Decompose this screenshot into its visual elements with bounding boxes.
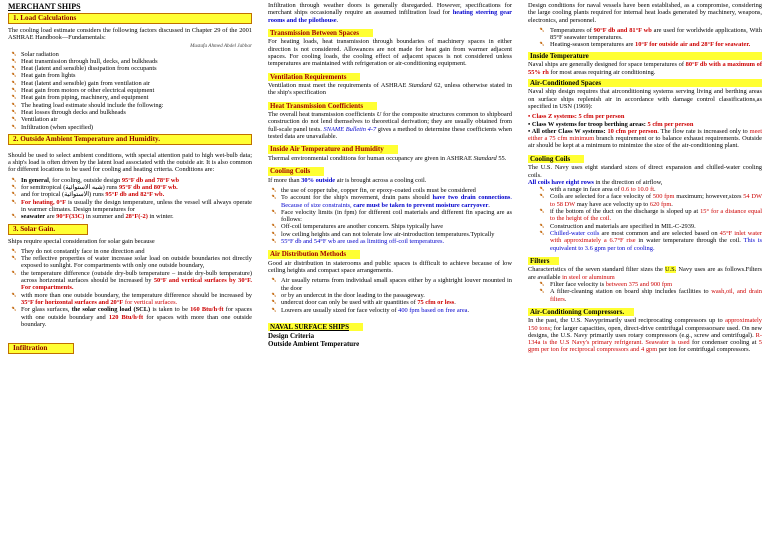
author-signature: Mustafa Ahmed Abdel Jabbar xyxy=(190,42,252,49)
cond-text: is usually the design temperature, unless the vessel will always operate in warmer climates. Design temperatures for xyxy=(21,198,252,213)
list-item xyxy=(268,238,512,245)
highlight-text: 80°F db with a maximum of 55% rh xyxy=(528,61,762,76)
bullet-icon: ➷ xyxy=(11,101,17,109)
list-item-text: Heat transmission through hull, decks, and bulkheads xyxy=(21,57,158,65)
paragraph-text: • All other Class W systems: xyxy=(528,127,608,135)
class-w-other-paragraph xyxy=(528,128,762,150)
cooling-coils-paragraph xyxy=(268,177,512,184)
paragraph-text: In the past, the U.S. Navyprimarily used reciprocating compressors up to xyxy=(528,317,726,325)
class-w-troop-line xyxy=(528,121,762,128)
list-item xyxy=(8,306,252,328)
list-item-text: may have ace velocity up to xyxy=(575,200,650,208)
naval-coils-list xyxy=(528,186,762,252)
highlight-text: 5 gpm per ton for reciprocal compressors and 4 gpm xyxy=(528,339,762,354)
paragraph-text: ; for larger capacities, open, direct-drive centrifugal compressorsare used. On new designs, the U.S. Navy primarily uses rotary compressors (e.g., screw and centrifugal). xyxy=(528,324,762,339)
bullet-icon: ➷ xyxy=(539,288,545,296)
column-right xyxy=(528,2,762,542)
air-distribution-list xyxy=(268,277,512,313)
cond-arabic: شبه الاستوائية xyxy=(65,184,103,192)
list-item xyxy=(528,208,762,223)
highlight-text: Chilled-water coils xyxy=(550,229,600,237)
heading-transmission-between-spaces: Transmission Between Spaces xyxy=(268,29,373,38)
highlight-text: U.S. xyxy=(664,266,677,274)
paragraph-text: 55. xyxy=(496,154,507,162)
list-item xyxy=(8,177,252,184)
list-item xyxy=(268,209,512,224)
list-item-text: are used for worldwide applications, With 85°F seawater temperatures. xyxy=(550,26,762,42)
filters-paragraph xyxy=(528,266,762,281)
list-item xyxy=(268,299,512,306)
paragraph-text: Design conditions for naval vessels have been established, as a compromise, considering the large cooling plants required for internal heat loads generated by machinery, weapons, electronics, and personnel. xyxy=(528,2,762,24)
ventilation-paragraph xyxy=(268,82,512,97)
ambient-paragraph xyxy=(8,152,252,174)
list-item xyxy=(8,94,252,101)
list-item xyxy=(8,199,252,214)
load-factors-list xyxy=(8,51,252,131)
list-item xyxy=(8,80,252,87)
cond-text: in winter. xyxy=(147,213,174,221)
infiltration-paragraph xyxy=(268,2,512,24)
bullet-icon: ➷ xyxy=(539,193,545,201)
paragraph-text: For heating loads, heat transmission through boundaries of machinery spaces in either direction is not considered. Allowances are not made for heat gain from warmer adjacent spaces. For cooling loads, the cooling effect of adjacent spaces is not considered unless temperatures are maintained with refrigeration or air-conditioning equipment. xyxy=(268,38,512,68)
list-item-text: 55°F db and 54°F wb are used as limiting off-coil temperatures. xyxy=(281,238,445,246)
section-heading-solar-gain: 3. Solar Gain. xyxy=(8,224,88,235)
bullet-icon: ➷ xyxy=(11,116,17,124)
cond-value: 95°F db and 80°F wb. xyxy=(118,184,178,192)
paragraph-text: Infiltration through weather doors is generally disregarded. However, specifications for merchant ships occasionally require an assumed infiltration load for xyxy=(268,2,512,17)
highlight-text: wash,oil, and drain filters xyxy=(550,288,762,303)
highlight-text: All coils have eight rows xyxy=(528,178,594,186)
list-item xyxy=(528,230,762,252)
paragraph-text: Standard xyxy=(473,154,497,162)
heading-air-distribution: Air Distribution Methods xyxy=(268,250,360,259)
naval-coils-paragraph xyxy=(528,164,762,179)
list-item-text: Air usually returns from individual small spaces either by a sightright louver mounted in the door xyxy=(281,277,512,292)
list-item-text: Filter face velocity is xyxy=(550,280,606,288)
list-item-text: Heat losses through decks and bulkheads xyxy=(21,108,126,116)
naval-temperatures-list xyxy=(528,27,762,49)
highlight-text: meet either a 75 cfm minimum xyxy=(528,127,762,143)
list-item xyxy=(8,87,252,94)
list-item-text: is taken to be xyxy=(150,306,191,314)
list-item xyxy=(528,27,762,42)
highlight-text: in steel or aluminum xyxy=(562,273,615,281)
cond-text: seawater xyxy=(21,213,46,221)
compressors-paragraph xyxy=(528,317,762,353)
list-item xyxy=(528,186,762,193)
cond-value: For heating, 0°F xyxy=(21,198,67,206)
list-item-text: Temperatures of xyxy=(550,26,594,34)
cooling-coils-list xyxy=(268,187,512,245)
bullet-icon: ➷ xyxy=(11,50,17,58)
bullet-icon: ➷ xyxy=(539,26,545,34)
highlight-text: 10°F for outside air and 28°F for seawater. xyxy=(635,41,751,49)
paragraph-text: . xyxy=(336,16,339,24)
list-item xyxy=(268,223,512,230)
bullet-icon: ➷ xyxy=(11,213,17,221)
bullet-icon: ➷ xyxy=(271,223,277,231)
conditions-list xyxy=(8,177,252,221)
bullet-icon: ➷ xyxy=(11,65,17,73)
bullet-icon: ➷ xyxy=(271,277,277,285)
list-item-text: . xyxy=(454,299,456,307)
solar-value: 160 Btu/h·ft xyxy=(190,306,224,314)
bullet-icon: ➷ xyxy=(271,292,277,300)
list-item-text: with more than one outside boundary, the temperature difference should be increased by xyxy=(21,291,252,299)
paragraph-text: Standard xyxy=(408,82,432,90)
ambient-text: Should be used to select ambient conditions, with special attention paid to high wet-bulb data; a ship's load is often driven by the latent load associated with the outside air. It is also common for different locations to be used for cooling and heating criteria. Conditions are: xyxy=(8,151,252,174)
cond-arabic: الاستوائية xyxy=(64,191,90,199)
heading-cooling-coils: Cooling Coils xyxy=(268,167,324,176)
cond-text: , for cooling, outside design xyxy=(48,176,122,184)
cond-text: ) runs xyxy=(102,184,119,192)
paragraph-text: for most areas requiring air conditioning. xyxy=(548,68,656,76)
heading-ventilation-requirements: Ventilation Requirements xyxy=(268,73,360,82)
paragraph-text: for the composite structures common to shipboard construction do not lend themselves to theoretical derivation; they are usually obtained from full-scale panel tests. xyxy=(268,111,512,133)
bullet-icon: ➷ xyxy=(539,186,545,194)
bullet-icon: ➷ xyxy=(11,72,17,80)
list-item-text: The reflective properties of water increase solar load on outside boundaries not directly exposed to sunlight. For compartments with only one outside boundary, xyxy=(21,255,252,270)
bullet-icon: ➷ xyxy=(11,306,17,314)
highlight-text: 75 cfm or less xyxy=(417,299,455,307)
highlight-text: This is equivalent to 3.6 gpm per ton of cooling. xyxy=(550,237,762,252)
heading-naval-surface-ships: NAVAL SURFACE SHIPS xyxy=(268,323,363,332)
highlight-text: care must be taken to prevent moisture carryover xyxy=(353,201,489,209)
solar-value: 35°F for horizontal surfaces and 20°F xyxy=(21,298,124,306)
paragraph-text: Thermal environmental conditions for human occupancy are given in ASHRAE xyxy=(268,154,474,162)
list-item-text: Heating-season temperatures are xyxy=(550,41,635,49)
list-item-text: . xyxy=(654,186,656,194)
bullet-icon: ➷ xyxy=(11,108,17,116)
paragraph-text: . The flow rate is increased only to xyxy=(657,127,750,135)
paragraph-text: per ton for centrifugal compressors. xyxy=(657,346,751,354)
bullet-icon: ➷ xyxy=(539,222,545,230)
filters-list xyxy=(528,281,762,303)
paragraph-text: Ventilation must meet the requirements of ASHRAE xyxy=(268,82,409,90)
section-heading-ambient: 2. Outside Ambient Temperature and Humidity. xyxy=(8,134,252,145)
list-item-text: the temperature difference (outside dry-bulb temperature – inside dry-bulb temperature) across horizontal surfaces should be increased by xyxy=(21,269,252,285)
paragraph-text: Good air distribution in staterooms and public spaces is difficult to achieve because of low ceiling heights and compact space arrangements. xyxy=(268,259,512,275)
list-item-text: Construction and materials are specified in MIL-C-2939. xyxy=(550,222,696,230)
highlight-text: 30% outside xyxy=(301,176,336,184)
list-item-text: Heat (latent and sensible) gain from ventilation air xyxy=(21,79,151,87)
paragraph-text: Naval ships are generally designed for space temperatures of xyxy=(528,61,686,69)
solar-value: 120 Btu/h·ft xyxy=(108,313,144,321)
list-item xyxy=(528,41,762,48)
section-heading-infiltration: Infiltration xyxy=(8,343,74,354)
highlight-text: 15° for a distance equal to the height of the coil. xyxy=(550,208,762,223)
paragraph-text: The overall heat transmission coefficients xyxy=(268,111,377,119)
list-item-text: Infiltration (when specified) xyxy=(21,123,94,131)
list-item-text: are most common and are selected based on xyxy=(599,229,720,237)
list-item-text: For glass surfaces, xyxy=(21,306,72,314)
heading-design-criteria: Design Criteria xyxy=(268,332,315,341)
heading-inside-temperature: Inside Temperature xyxy=(528,52,762,61)
list-item-text: low ceiling heights and can not tolerate low air-introduction temperatures.Typically xyxy=(281,230,495,238)
list-item-text: Heat gain from motors or other electrical equipment xyxy=(21,87,155,95)
list-item xyxy=(268,187,512,194)
inside-air-paragraph xyxy=(268,155,512,162)
list-item xyxy=(8,51,252,58)
bullet-icon: ➷ xyxy=(539,280,545,288)
section-heading-load-calculations: 1. Load Calculations xyxy=(8,13,252,24)
class-z-line xyxy=(528,113,762,120)
highlight-text: 5 cfm per person xyxy=(647,120,694,128)
bullet-icon: ➷ xyxy=(11,255,17,263)
list-item-text: or by an undercut in the door leading to the passageway. xyxy=(281,292,425,300)
list-item xyxy=(268,277,512,292)
list-item-text: for vertical surfaces. xyxy=(123,298,178,306)
bullet-icon: ➷ xyxy=(11,176,17,184)
list-item-text: Coils are selected for a face velocity of xyxy=(550,193,653,201)
list-item-text: undercut door can only be used with air quantities of xyxy=(281,299,418,307)
list-item-text: Off-coil temperatures are another concern. Ships typically have xyxy=(281,223,444,231)
paragraph-text: branch requirement or to balance exhaust requirements. Outside air should be kept at a minimum to minimize the size of the air-conditioning plant. xyxy=(528,135,762,150)
cond-value: 95°F db and 78°F wb xyxy=(121,176,180,184)
list-item-text: Heat gain from piping, machinery, and equipment xyxy=(21,94,149,102)
bullet-icon: ➷ xyxy=(271,230,277,238)
solar-list xyxy=(8,248,252,328)
coefficients-paragraph xyxy=(268,111,512,140)
paragraph-text: air is brought across a cooling coil. xyxy=(335,176,427,184)
list-item xyxy=(8,191,252,198)
list-item xyxy=(528,193,762,208)
inside-temperature-paragraph xyxy=(528,61,762,76)
highlight-text: 90°F db and 81°F wb xyxy=(593,26,652,34)
heading-heat-transmission-coefficients: Heat Transmission Coefficients xyxy=(268,102,377,111)
list-item xyxy=(268,292,512,299)
cond-value: 90°F(33C) xyxy=(56,213,85,221)
column-left xyxy=(8,2,252,542)
list-item xyxy=(8,184,252,191)
list-item-text: Face velocity limits (in fpm) for different coil materials and different fin spacing are as follows: xyxy=(281,208,512,224)
bullet-icon: ➷ xyxy=(11,191,17,199)
solar-paragraph xyxy=(8,238,252,245)
list-item xyxy=(8,72,252,79)
intro-paragraph xyxy=(8,27,252,42)
cond-text: for semitropical ( xyxy=(21,184,66,192)
bullet-icon: ➷ xyxy=(271,194,277,202)
list-item-text: maximum; however,sizes xyxy=(674,193,744,201)
heading-outside-ambient-temperature: Outside Ambient Temperature xyxy=(268,340,360,349)
paragraph-text: in the direction of airflow, xyxy=(593,178,663,186)
list-item-text: . xyxy=(671,200,673,208)
bullet-icon: ➷ xyxy=(11,57,17,65)
paragraph-text: • Class W systems for troop berthing areas: xyxy=(528,120,648,128)
bullet-icon: ➷ xyxy=(11,79,17,87)
bullet-icon: ➷ xyxy=(11,198,17,206)
intro-text: The cooling load estimate considers the following factors discussed in Chapter 29 of the 2001 ASHRAE Handbook—Fundamentals: xyxy=(8,27,252,42)
list-item-text: The heating load estimate should include the following: xyxy=(21,101,164,109)
list-item-text: They do not constantly face in one direction and xyxy=(21,247,145,255)
bullet-icon: ➷ xyxy=(11,247,17,255)
list-item-text: . xyxy=(564,295,567,303)
solar-text: Ships require special consideration for solar gain because xyxy=(8,237,155,245)
list-item xyxy=(8,109,252,116)
paragraph-text: If more than xyxy=(268,176,302,184)
list-item xyxy=(8,58,252,65)
list-item-text: for spaces with more than one outside boundary. xyxy=(21,313,252,328)
list-item xyxy=(8,65,252,72)
bullet-icon: ➷ xyxy=(539,229,545,237)
list-item xyxy=(8,292,252,307)
cond-value: 95°F db and 82°F wb. xyxy=(105,191,165,199)
bullet-icon: ➷ xyxy=(271,208,277,216)
list-item xyxy=(268,307,512,314)
list-item xyxy=(8,116,252,123)
cond-value: 28°F(-2) xyxy=(125,213,148,221)
highlight-text: between 375 and 900 fpm xyxy=(605,280,673,288)
list-item-text: . xyxy=(488,201,490,209)
highlight-text: SNAME Bulletin 4-7 xyxy=(323,125,377,133)
list-item-text: Louvers are usually sized for face velocity of xyxy=(281,306,399,314)
bullet-icon: ➷ xyxy=(271,299,277,307)
list-item-text: for spaces with one outside boundary and xyxy=(21,306,252,321)
paragraph-text: Characteristics of the seven standard filter sizes the xyxy=(528,266,665,274)
list-item xyxy=(8,124,252,131)
cond-text: are xyxy=(45,213,57,221)
list-item xyxy=(8,255,252,270)
highlight-text: 500 fpm xyxy=(652,193,675,201)
highlight-text: approximately 150 tons xyxy=(528,317,762,332)
paragraph-text: U xyxy=(376,111,382,119)
paragraph-text: Navy uses are as follows.Filters are available xyxy=(528,266,762,281)
list-item-text: . xyxy=(467,306,470,314)
bullet-icon: ➷ xyxy=(271,186,277,194)
solar-term: the solar cooling load (SCL) xyxy=(71,306,151,314)
heading-naval-cooling-coils: Cooling Coils xyxy=(528,155,584,164)
heading-filters: Filters xyxy=(528,257,559,266)
highlight-text: 620 fpm xyxy=(649,200,672,208)
solar-value: 50°F and vertical surfaces by 30°F. For compartments. xyxy=(21,277,252,292)
highlight-text: 54 DW to 58 DW xyxy=(550,193,762,208)
list-item-text: Solar radiation xyxy=(21,50,59,58)
list-item-text: Ventilation air xyxy=(21,116,58,124)
highlight-text: have two drain connections xyxy=(432,194,511,202)
cond-text: In general xyxy=(21,176,49,184)
heading-inside-air-temperature: Inside Air Temperature and Humidity xyxy=(268,145,398,154)
list-item xyxy=(268,194,512,209)
paragraph-text: for condenser cooling at xyxy=(689,339,759,347)
cond-text: in summer and xyxy=(84,213,126,221)
list-item xyxy=(8,248,252,255)
bullet-icon: ➷ xyxy=(11,94,17,102)
bullet-icon: ➷ xyxy=(11,123,17,131)
air-conditioned-paragraph xyxy=(528,88,762,110)
paragraph-text: gives a method to determine these coefficients when tested data are unavailable. xyxy=(268,125,512,141)
list-item xyxy=(268,231,512,238)
highlight-text: 10 cfm per person xyxy=(607,127,658,135)
bullet-icon: ➷ xyxy=(11,87,17,95)
list-item xyxy=(8,270,252,292)
heading-ac-compressors: Air-Conditioning Compressors. xyxy=(528,308,634,317)
page-title: MERCHANT SHIPS xyxy=(8,2,81,11)
list-item-text: if the bottom of the duct on the discharge is sloped up at xyxy=(550,208,701,216)
list-item-text: To account for the ship's movement, drain pans should xyxy=(281,194,433,202)
list-item-text: with a range in face area of xyxy=(550,186,622,194)
list-item xyxy=(528,288,762,303)
list-item xyxy=(8,102,252,109)
paragraph-text: Naval ship design requires that airconditioning systems serving living and berthing areas on surface ships replenish air in accordance with damage control classifications,as specified in USN (1969): xyxy=(528,88,762,110)
cond-text: and for tropical ( xyxy=(21,191,65,199)
list-item-text: in water temperature through the coil. xyxy=(635,237,744,245)
design-conditions-paragraph xyxy=(528,2,762,24)
list-item-text: A filter-cleaning station on board ship includes facilities to xyxy=(550,288,712,296)
list-item xyxy=(528,281,762,288)
bullet-icon: ➷ xyxy=(11,184,17,192)
list-item-text: the use of copper tube, copper fin, or epoxy-coated coils must be considered xyxy=(281,186,476,194)
highlight-text: • Class Z systems: 5 cfm per person xyxy=(528,113,625,121)
paragraph-text: The U.S. Navy uses eight standard sizes of direct expansion and chilled-water cooling coils. xyxy=(528,164,762,179)
bullet-icon: ➷ xyxy=(271,306,277,314)
list-item xyxy=(8,213,252,220)
bullet-icon: ➷ xyxy=(539,208,545,216)
highlight-text: 400 fpm based on free area xyxy=(398,306,468,314)
heading-air-conditioned-spaces: Air-Conditioned Spaces xyxy=(528,79,762,88)
bullet-icon: ➷ xyxy=(539,41,545,49)
list-item-text: . Because of size constraints, xyxy=(281,194,512,209)
paragraph-text: 62, unless otherwise stated in the ship's specification xyxy=(268,82,512,97)
transmission-paragraph xyxy=(268,38,512,67)
list-item-text: Heat (latent and sensible) dissipation from occupants xyxy=(21,65,157,73)
list-item-text: Heat gain from lights xyxy=(21,72,76,80)
highlight-text: heating steering gear rooms and the pilothouse xyxy=(268,9,512,24)
bullet-icon: ➷ xyxy=(11,269,17,277)
highlight-text: R-134a is the U.S Navy's primary refrigerant. Seawater is used xyxy=(528,331,762,347)
cond-text: ) runs xyxy=(89,191,106,199)
air-distribution-paragraph xyxy=(268,260,512,275)
bullet-icon: ➷ xyxy=(271,238,277,246)
list-item xyxy=(528,223,762,230)
highlight-text: 0.6 to 10.0 ft xyxy=(621,186,654,194)
eight-rows-paragraph xyxy=(528,179,762,186)
bullet-icon: ➷ xyxy=(11,291,17,299)
highlight-text: 45°F inlet water with approximately a 6.7°F rise xyxy=(550,229,762,245)
column-middle xyxy=(268,2,512,542)
